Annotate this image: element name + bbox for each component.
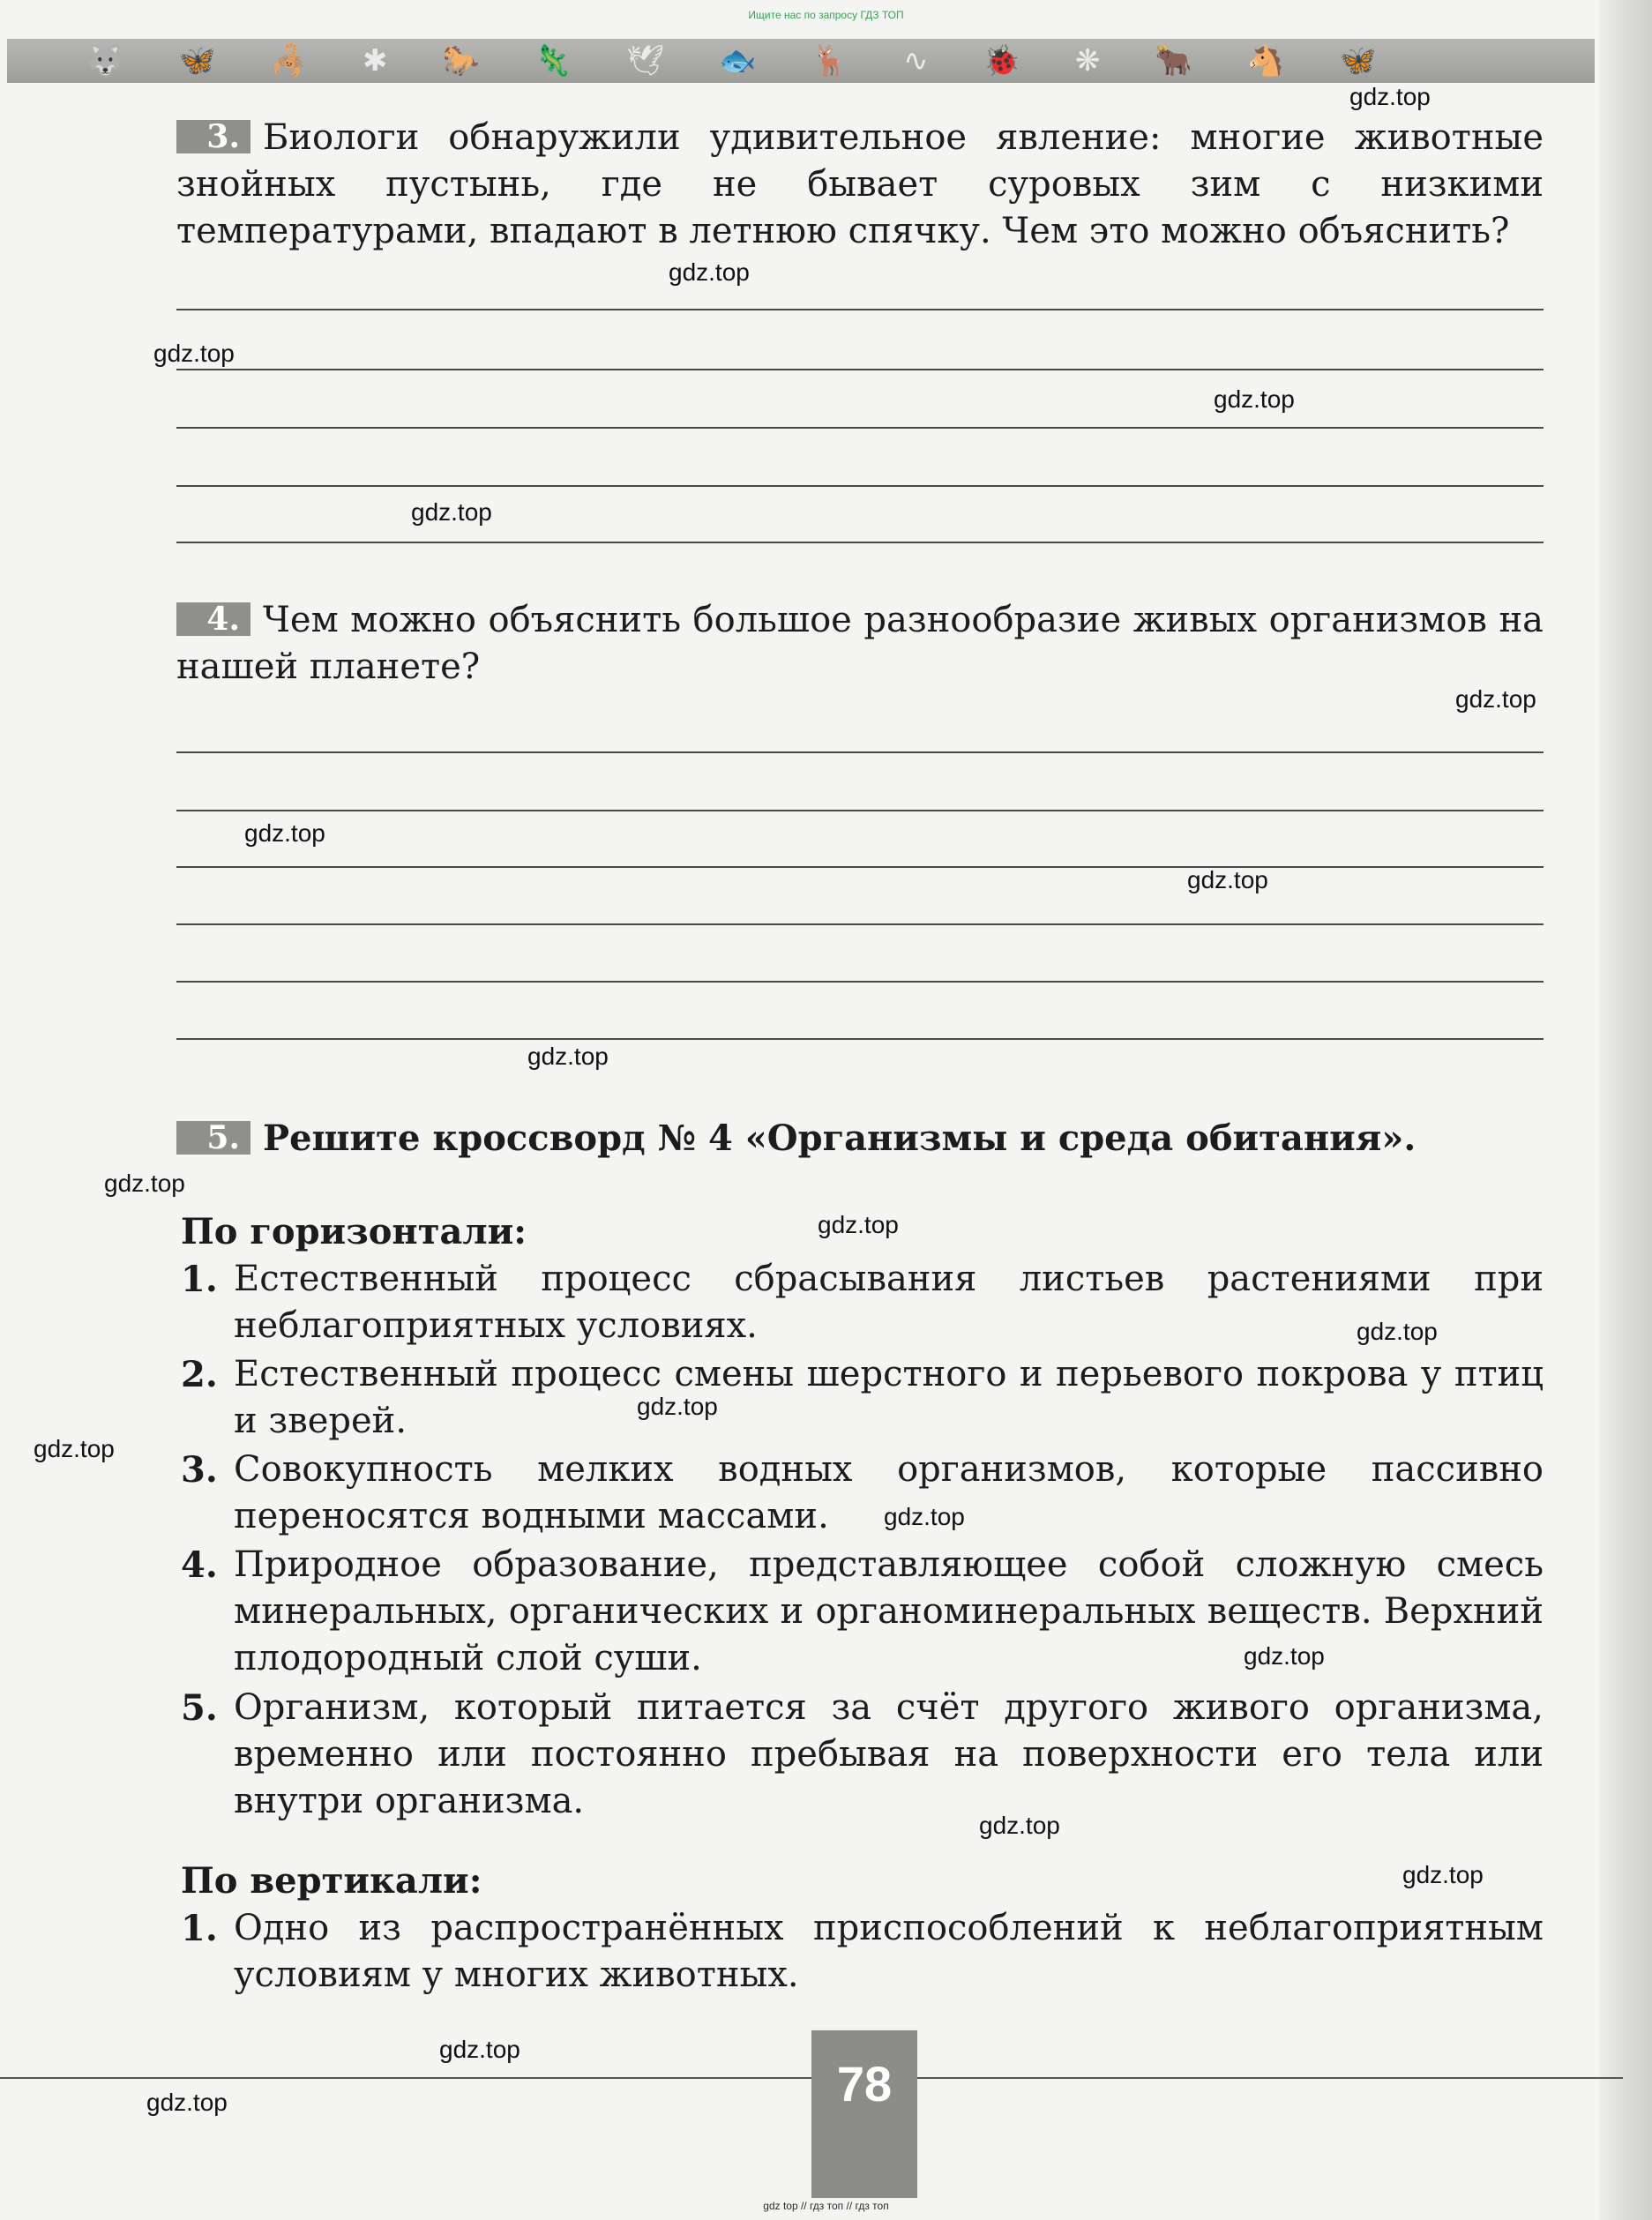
across-clue-1: [181, 1256, 1544, 1349]
answer-line[interactable]: [176, 369, 1544, 370]
task-4-text: Чем можно объяснить большое разнообразие живых организмов на нашей планете?: [176, 600, 1544, 687]
watermark-text: gdz.top: [1402, 1861, 1484, 1888]
clue-number: 2.: [181, 1354, 218, 1395]
watermark-text: gdz.top: [153, 340, 235, 367]
horse-icon: 🐎: [442, 43, 480, 78]
answer-line[interactable]: [176, 427, 1544, 429]
task-3-text: Биологи обнаружили удивительное явление: многие животные знойных пустынь, где не бывает суровых зим с низкими температурами, впадают в летнюю спячку. Чем это можно объяснить?: [176, 117, 1544, 251]
down-heading: По вертикали:: [181, 1860, 482, 1902]
top-promo-link[interactable]: Ищите нас по запросу ГДЗ ТОП: [748, 9, 904, 21]
lizard-icon: 🦎: [534, 43, 572, 78]
answer-line[interactable]: [176, 810, 1544, 811]
watermark-text: gdz.top: [1187, 866, 1268, 893]
answer-line[interactable]: [176, 1038, 1544, 1040]
scorpion-icon: 🦂: [270, 43, 309, 78]
beetle-icon: 🐞: [983, 43, 1020, 78]
watermark-text: gdz.top: [1349, 83, 1431, 110]
bird-icon: 🕊: [626, 43, 665, 78]
watermark-text: gdz.top: [34, 1435, 115, 1462]
clue-text: Естественный процесс сбрасывания листьев растениями при неблагоприятных условиях.: [234, 1259, 1544, 1346]
clue-text: Естественный процесс смены шерстного и перьевого покрова у птиц и зверей.: [234, 1354, 1544, 1441]
butterfly-icon: 🦋: [1339, 43, 1377, 78]
clue-text: Природное образование, представляющее собой сложную смесь минеральных, органических и органоминеральных веществ. Верхний плодородный слой суши.: [234, 1544, 1544, 1678]
watermark-text: gdz.top: [979, 1812, 1060, 1839]
watermark-text: gdz.top: [1214, 385, 1295, 413]
clue-text: Одно из распространённых приспособлений к неблагоприятным условиям у многих животных.: [234, 1908, 1544, 1995]
watermark-text: gdz.top: [439, 2036, 520, 2063]
task-number-badge: 4.: [176, 602, 250, 636]
fish-icon: 🐟: [719, 43, 757, 78]
watermark-text: gdz.top: [146, 2089, 228, 2116]
clue-number: 5.: [181, 1687, 218, 1729]
across-clue-3: [181, 1446, 1544, 1540]
watermark-text: gdz.top: [884, 1503, 965, 1530]
insect-icon: ✱: [363, 43, 388, 78]
watermark-text: gdz.top: [818, 1211, 899, 1238]
clue-text: Организм, который питается за счёт другого живого организма, временно или постоянно пребывая на поверхности его тела или внутри организма.: [234, 1687, 1544, 1821]
page-number: 78: [811, 2030, 917, 2198]
watermark-text: gdz.top: [1357, 1318, 1438, 1345]
watermark-text: gdz.top: [1244, 1642, 1325, 1670]
task-number-badge: 5.: [176, 1121, 250, 1155]
down-clue-1: [181, 1905, 1544, 1999]
animal-banner: [7, 39, 1595, 83]
horse-icon: 🐴: [1246, 43, 1285, 78]
clue-number: 1.: [181, 1259, 218, 1300]
answer-line[interactable]: [176, 923, 1544, 925]
across-clue-2: [181, 1351, 1544, 1445]
clue-number: 1.: [181, 1908, 218, 1949]
watermark-text: gdz.top: [244, 819, 325, 847]
page-edge-shadow: [1599, 0, 1652, 2220]
clue-text: Совокупность мелких водных организмов, которые пассивно переносятся водными массами.: [234, 1449, 1544, 1536]
watermark-text: gdz.top: [637, 1393, 718, 1420]
task-4: [176, 597, 1544, 691]
butterfly-icon: 🦋: [178, 43, 216, 78]
task-5-text: Решите кроссворд № 4 «Организмы и среда обитания».: [263, 1117, 1417, 1159]
across-clue-5: [181, 1685, 1544, 1825]
across-heading: По горизонтали:: [181, 1211, 527, 1252]
answer-line[interactable]: [176, 485, 1544, 487]
snake-icon: ∿: [903, 43, 929, 78]
bull-icon: 🐂: [1155, 43, 1192, 78]
watermark-text: gdz.top: [669, 258, 750, 286]
clue-number: 4.: [181, 1544, 218, 1586]
watermark-text: gdz.top: [1455, 685, 1536, 713]
beetle-icon: ❋: [1074, 43, 1101, 78]
task-5: [176, 1115, 1544, 1162]
clue-number: 3.: [181, 1449, 218, 1491]
bottom-promo-link[interactable]: gdz top // гдз топ // гдз топ: [763, 2200, 889, 2212]
answer-line[interactable]: [176, 981, 1544, 983]
watermark-text: gdz.top: [104, 1170, 185, 1197]
task-3: [176, 115, 1544, 255]
across-clue-4: [181, 1542, 1544, 1682]
answer-line[interactable]: [176, 542, 1544, 543]
task-number-badge: 3.: [176, 120, 250, 153]
wolf-icon: 🐺: [86, 43, 124, 78]
deer-icon: 🦌: [811, 43, 849, 78]
answer-line[interactable]: [176, 751, 1544, 753]
watermark-text: gdz.top: [411, 498, 492, 526]
answer-line[interactable]: [176, 309, 1544, 310]
watermark-text: gdz.top: [527, 1043, 609, 1070]
answer-line[interactable]: [176, 866, 1544, 868]
